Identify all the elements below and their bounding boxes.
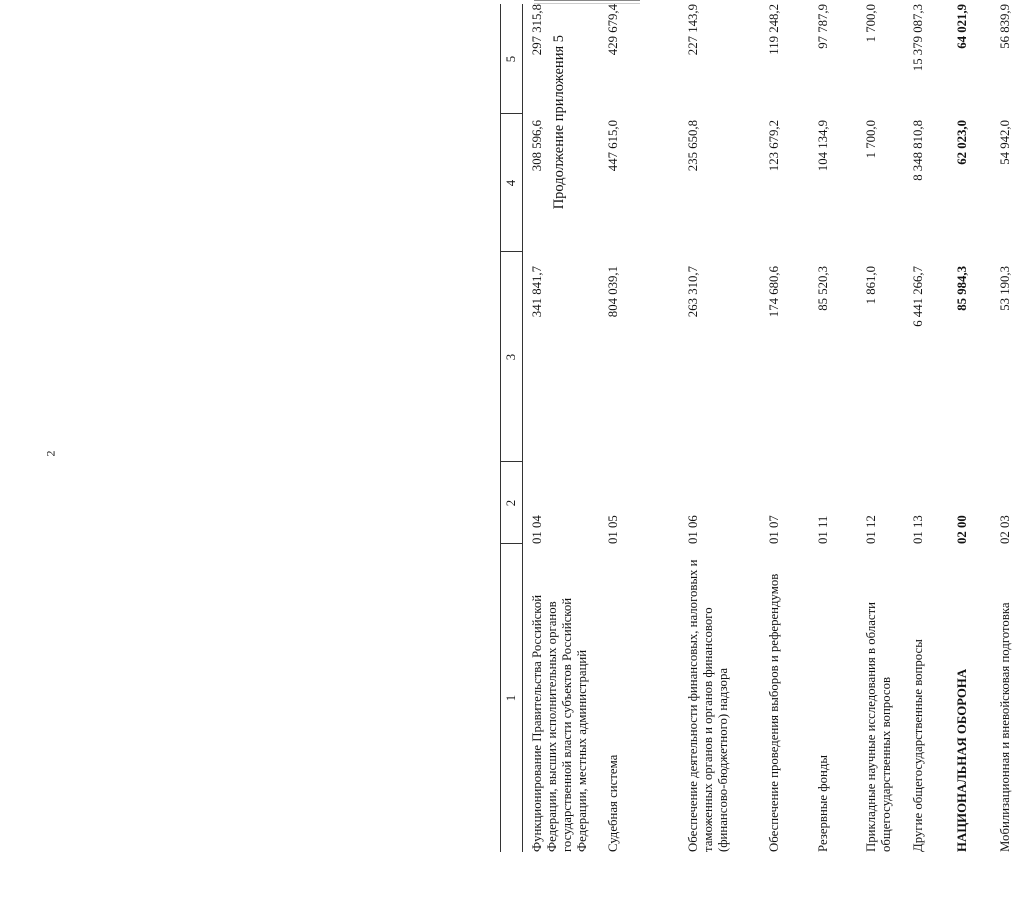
- row-value-col3: 804 039,1: [606, 266, 620, 318]
- row-code: 01 11: [816, 515, 830, 544]
- column-header: 2: [504, 499, 518, 507]
- row-code: 01 06: [686, 515, 700, 544]
- row-value-col4: 308 596,6: [530, 120, 544, 172]
- row-value-col5: 227 143,9: [686, 4, 700, 56]
- page-number: 2: [43, 450, 58, 457]
- row-value-col5: 15 379 087,3: [911, 4, 925, 72]
- row-value-col4: 235 650,8: [686, 120, 700, 172]
- row-code: 01 07: [767, 515, 781, 544]
- row-value-col4: 54 942,0: [998, 120, 1012, 165]
- row-value-col3: 341 841,7: [530, 266, 544, 318]
- row-value-col3: 263 310,7: [686, 266, 700, 318]
- row-code: 02 00: [955, 515, 969, 544]
- column-header: 4: [504, 179, 518, 187]
- row-value-col4: 1 700,0: [864, 120, 878, 159]
- table-header-rule: [522, 4, 523, 852]
- row-value-col3: 85 520,3: [816, 266, 830, 311]
- row-value-col5: 429 679,4: [606, 4, 620, 56]
- row-value-col3: 6 441 266,7: [911, 266, 925, 327]
- row-value-col5: 56 839,9: [998, 4, 1012, 49]
- row-value-col5: 119 248,2: [767, 4, 781, 55]
- row-name: Мобилизационная и вневойсковая подготовка: [998, 602, 1012, 852]
- row-value-col4: 8 348 810,8: [911, 120, 925, 181]
- row-value-col3: 174 680,6: [767, 266, 781, 318]
- row-name: НАЦИОНАЛЬНАЯ ОБОРОНА: [955, 668, 969, 852]
- row-value-col3: 1 861,0: [864, 266, 878, 305]
- row-value-col4: 104 134,9: [816, 120, 830, 172]
- row-code: 01 05: [606, 515, 620, 544]
- column-header: 5: [504, 55, 518, 63]
- row-value-col4: 447 615,0: [606, 120, 620, 172]
- row-value-col4: 62 023,0: [955, 120, 969, 165]
- row-name: Прикладные научные исследования в области общегосударственных вопросов: [864, 601, 893, 852]
- row-value-col3: 85 984,3: [955, 266, 969, 311]
- row-value-col5: 1 700,0: [864, 4, 878, 43]
- column-header: 1: [504, 694, 518, 702]
- row-value-col4: 123 679,2: [767, 120, 781, 172]
- row-name: Обеспечение деятельности финансовых, налоговых и таможенных органов и органов финансового (финансово-бюджетного) надзора: [686, 559, 730, 852]
- row-name: Резервные фонды: [816, 755, 830, 852]
- column-header: 3: [504, 353, 518, 361]
- row-name: Судебная система: [606, 754, 620, 852]
- row-code: 02 03: [998, 515, 1012, 544]
- row-name: Другие общегосударственные вопросы: [911, 639, 925, 852]
- row-name: Обеспечение проведения выборов и референдумов: [767, 573, 781, 852]
- row-name: Функционирование Правительства Российской Федерации, высших исполнительных органов государственной власти субъектов Российской Федерации, местных администраций: [530, 594, 589, 852]
- row-value-col5: 64 021,9: [955, 4, 969, 49]
- continuation-label: Продолжение приложения 5: [551, 35, 567, 210]
- row-code: 01 12: [864, 515, 878, 544]
- row-code: 01 04: [530, 515, 544, 544]
- row-value-col5: 97 787,9: [816, 4, 830, 49]
- row-value-col3: 53 190,3: [998, 266, 1012, 311]
- row-value-col5: 297 315,8: [530, 4, 544, 56]
- row-code: 01 13: [911, 515, 925, 544]
